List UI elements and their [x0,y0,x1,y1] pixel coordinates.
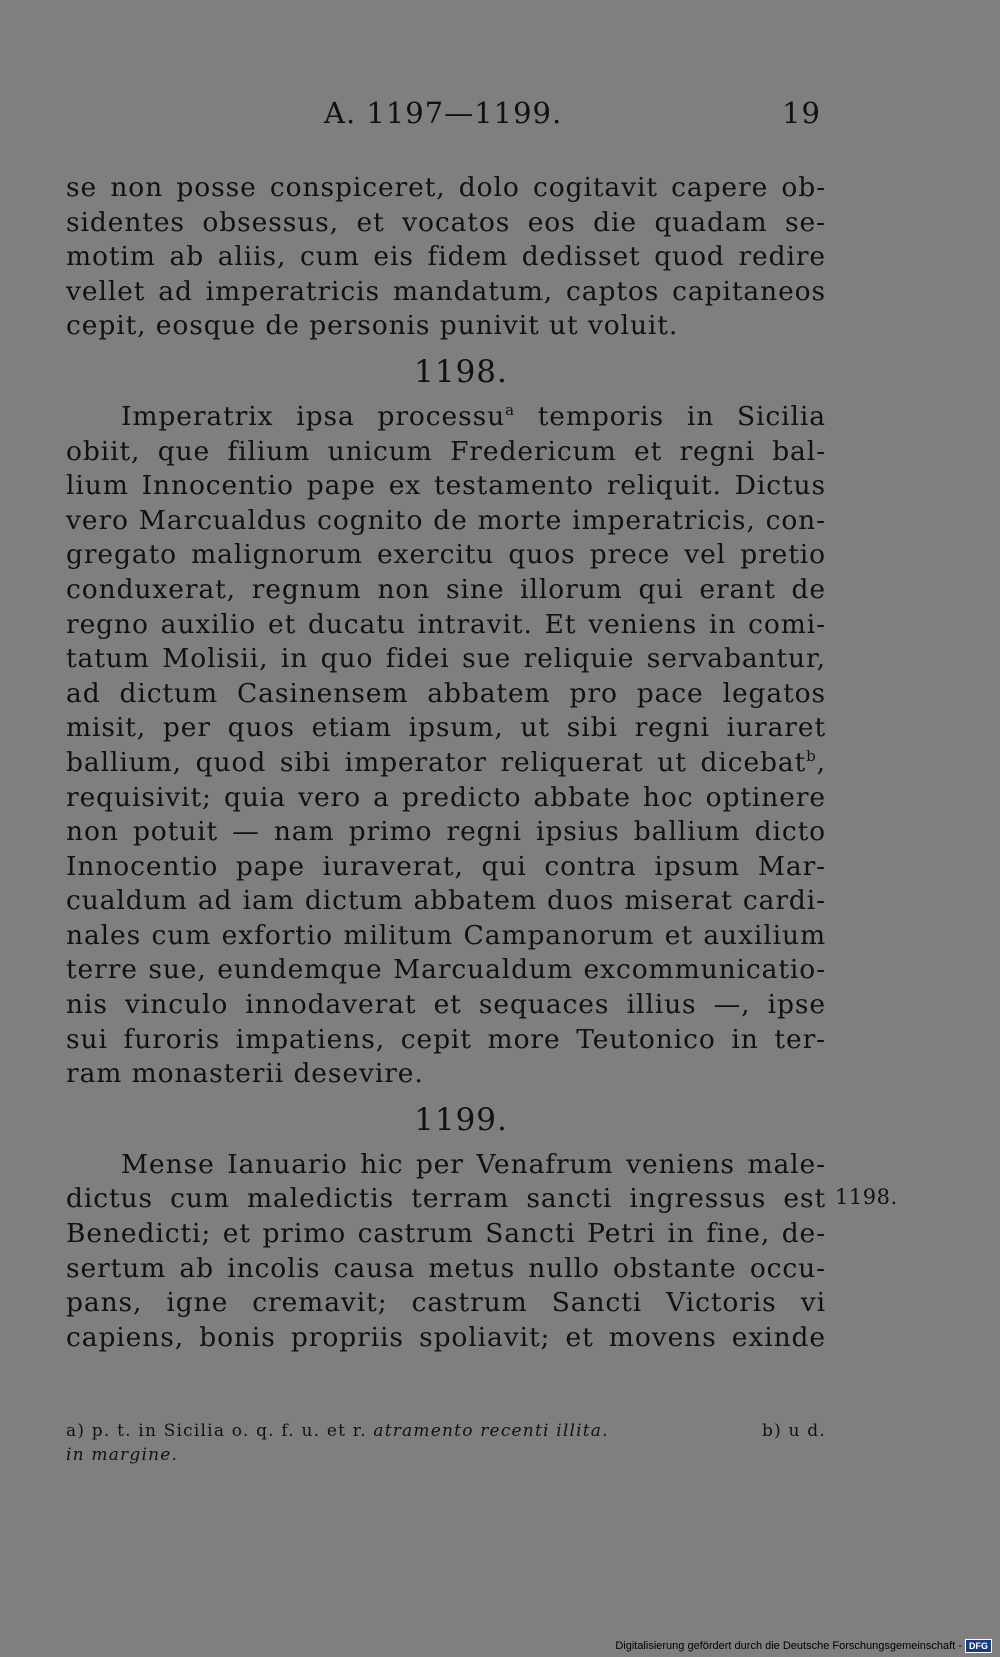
text-line: requisivit; quia vero a predicto abbate hoc optinere [66,781,826,813]
text-line: nis vinculo innodaverat et sequaces illius —, ipse [66,989,826,1021]
footnote-text: u d. [788,1421,826,1441]
margin-note-year: 1198. [835,1185,898,1209]
text-line: vero Marcualdus cognito de morte imperatricis, con- [66,504,826,536]
text-line: ad dictum Casinensem abbatem pro pace legatos [66,677,826,709]
text-line: non potuit — nam primo regni ipsius ballium dicto [66,816,826,848]
footnote-marker-b: b [806,747,817,766]
text-line: Innocentio pape iuraverat, qui contra ipsum Mar- [66,850,826,882]
text-line: Benedicti; et primo castrum Sancti Petri in fine, de- [66,1218,826,1250]
digitization-credit [615,1639,992,1653]
text-line: Mense Ianuario hic per Venafrum veniens male- [121,1148,826,1180]
footnote-label: a) [66,1421,86,1441]
text-line: vellet ad imperatricis mandatum, captos capitaneos [66,275,826,307]
footnote-row [66,1443,826,1467]
text-line: tatum Molisii, in quo fidei sue reliquie servabantur, [66,643,826,675]
section-1197-continuation [66,171,826,344]
text-fragment: temporis in Sicilia [514,400,826,432]
text-line: sidentes obsessus, et vocatos eos die quadam se- [66,206,826,238]
year-heading-1198: 1198. [414,353,508,390]
footnote-label: b) [762,1421,782,1441]
text-line: cepit, eosque de personis punivit ut voluit. [66,310,679,342]
section-1199 [66,1148,826,1356]
footnote-italic: atramento recenti illita. [373,1421,609,1441]
text-line: sertum ab incolis causa metus nullo obstante occu- [66,1252,826,1284]
footnotes [66,1419,826,1467]
text-line: pans, igne cremavit; castrum Sancti Victoris vi [66,1287,826,1319]
footnote-a [66,1419,609,1443]
footnote-marker-a: a [505,401,515,420]
text-line: obiit, que filium unicum Fredericum et regni bal- [66,435,826,467]
text-line: conduxerat, regnum non sine illorum qui erant de [66,573,826,605]
text-fragment: , [816,746,826,778]
text-line: terre sue, eundemque Marcualdum excommunicatio- [66,954,826,986]
text-line: cualdum ad iam dictum abbatem duos miserat cardi- [66,885,826,917]
text-line: dictus cum maledictis terram sancti ingressus est [66,1183,826,1215]
text-line: regno auxilio et ducatu intravit. Et veniens in comi- [66,608,826,640]
text-fragment: Imperatrix ipsa processu [121,400,506,432]
running-header [66,96,821,136]
year-heading-1199: 1199. [414,1101,508,1138]
text-line: sui furoris impatiens, cepit more Teutonico in ter- [66,1023,826,1055]
text-line [66,400,826,435]
text-line: misit, per quos etiam ipsum, ut sibi regni iuraret [66,712,826,744]
text-line: ram monasterii desevire. [66,1058,424,1090]
header-title: A. 1197—1199. [324,96,563,130]
footnote-italic: in margine. [66,1445,179,1465]
text-line: nales cum exfortio militum Campanorum et auxilium [66,919,826,951]
main-text [66,171,826,1355]
footnote-text: p. t. in Sicilia o. q. f. u. et r. [91,1421,367,1441]
page-number: 19 [782,96,821,130]
text-line: se non posse conspiceret, dolo cogitavit capere ob- [66,172,826,203]
footnote-row [66,1419,826,1443]
text-line: motim ab aliis, cum eis fidem dedisset quod redire [66,241,826,273]
section-1198 [66,400,826,1092]
text-line: gregato malignorum exercitu quos prece vel pretio [66,539,826,571]
footnote-b [762,1419,826,1443]
text-line: lium Innocentio pape ex testamento reliquit. Dictus [66,470,826,502]
text-line [66,746,826,781]
text-fragment: ballium, quod sibi imperator reliquerat ut dicebat [66,746,807,778]
dfg-logo: DFG [965,1639,992,1653]
credit-text: Digitalisierung gefördert durch die Deutsche Forschungsgemeinschaft - [615,1640,962,1652]
text-line: capiens, bonis propriis spoliavit; et movens exinde [66,1321,826,1353]
